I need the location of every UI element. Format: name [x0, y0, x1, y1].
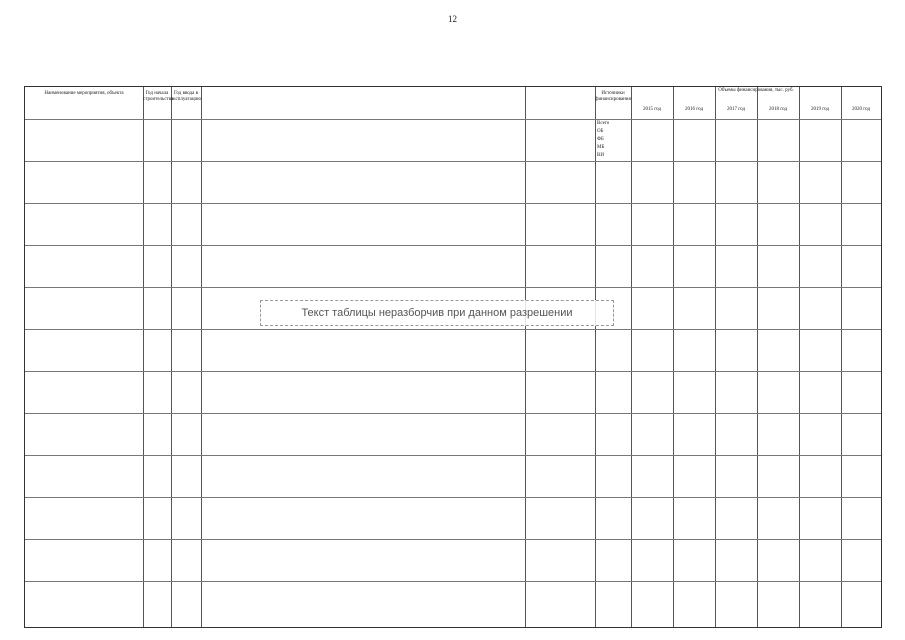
column-divider: [715, 87, 716, 627]
header-year-2016: 2016 год: [684, 107, 704, 112]
header-year-2019: 2019 год: [810, 107, 830, 112]
column-divider: [595, 87, 596, 627]
source-code-label: МБ: [597, 145, 605, 150]
header-fund-group: Объемы финансирования, тыс. руб.: [718, 88, 794, 93]
header-object-name: Наименование мероприятия, объекта: [44, 91, 124, 96]
column-divider: [799, 87, 800, 627]
header-source: Источники финансирования: [595, 91, 631, 102]
row-divider: [25, 245, 881, 246]
source-code-label: ВИ: [597, 153, 604, 158]
column-divider: [143, 87, 144, 627]
source-code-label: ОБ: [597, 129, 604, 134]
row-divider: [25, 455, 881, 456]
column-divider: [525, 87, 526, 627]
illegible-notice: Текст таблицы неразборчив при данном разрешении: [260, 300, 614, 326]
header-year-2020: 2020 год: [851, 107, 871, 112]
header-year-2015: 2015 год: [642, 107, 662, 112]
row-divider: [25, 161, 881, 162]
row-divider: [25, 119, 881, 120]
financing-table: [24, 86, 882, 628]
row-divider: [25, 329, 881, 330]
page-number: 12: [448, 14, 457, 24]
column-divider: [673, 87, 674, 627]
header-year-start: Год начала строительства: [143, 91, 174, 102]
column-divider: [201, 87, 202, 627]
column-divider: [841, 87, 842, 627]
header-year-2018: 2018 год: [768, 107, 788, 112]
row-divider: [25, 203, 881, 204]
column-divider: [631, 87, 632, 627]
row-divider: [25, 539, 881, 540]
row-divider: [25, 413, 881, 414]
row-divider: [25, 581, 881, 582]
header-year-2017: 2017 год: [726, 107, 746, 112]
row-divider: [25, 497, 881, 498]
source-code-label: Всего: [597, 121, 610, 126]
row-divider: [25, 371, 881, 372]
column-divider: [757, 87, 758, 627]
source-code-label: ФБ: [597, 137, 604, 142]
column-divider: [171, 87, 172, 627]
row-divider: [25, 287, 881, 288]
header-year-end: Год ввода в эксплуатацию: [171, 91, 201, 102]
